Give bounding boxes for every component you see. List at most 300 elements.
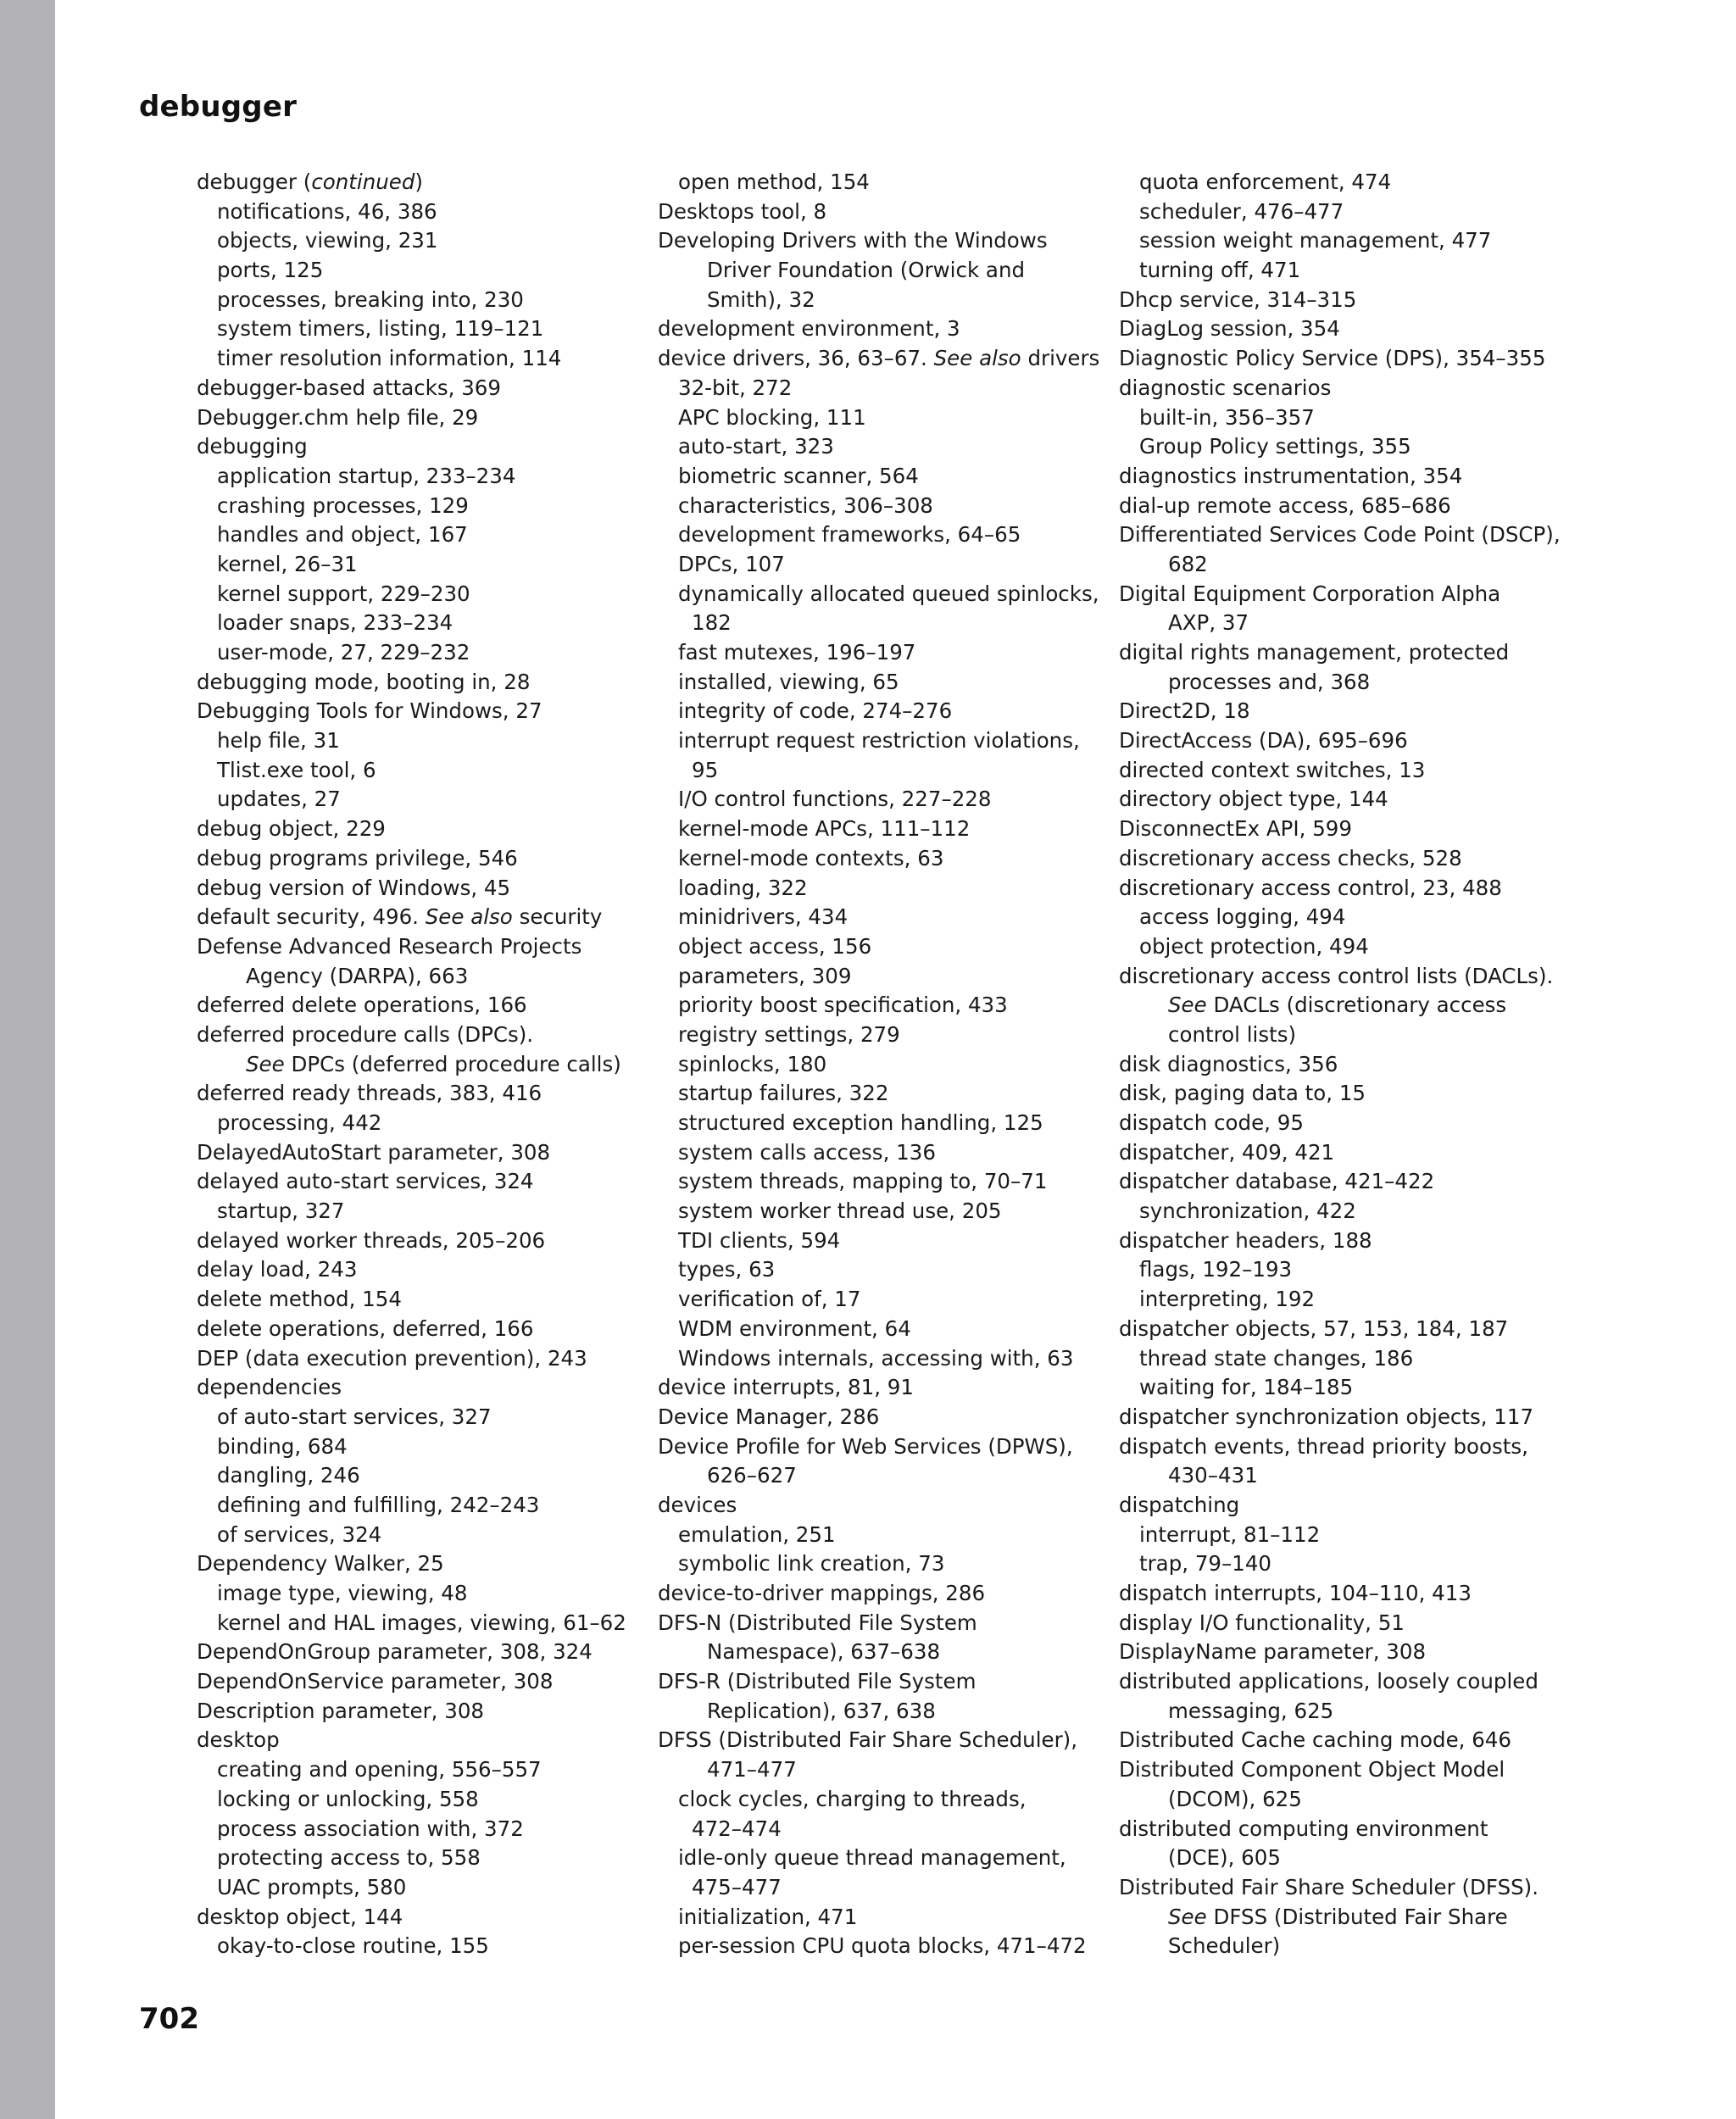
entry-text: Desktops tool, 8 <box>658 198 827 224</box>
entry-text: deferred delete operations, 166 <box>197 993 527 1018</box>
index-entry <box>1119 314 1568 344</box>
entry-text: development environment, 3 <box>658 316 960 342</box>
entry-text: directed context switches, 13 <box>1119 757 1426 782</box>
index-entry <box>658 344 1099 374</box>
entry-text: spinlocks, 180 <box>678 1051 827 1076</box>
entry-text: debugging <box>197 434 308 459</box>
index-entry <box>658 1579 1099 1609</box>
index-subentry <box>658 1285 1099 1315</box>
entry-text: of services, 324 <box>217 1521 382 1547</box>
index-column-2 <box>658 168 1099 1961</box>
entry-text: device-to-driver mappings, 286 <box>658 1581 986 1605</box>
entry-text: per-session CPU quota blocks, 471–472 <box>678 1933 1087 1959</box>
entry-text: Dependency Walker, 25 <box>197 1551 444 1577</box>
index-entry <box>658 1491 1099 1521</box>
entry-text: help file, 31 <box>217 728 340 754</box>
index-subentry <box>658 697 1099 726</box>
index-subentry <box>1119 668 1568 698</box>
entry-text: debugger-based attacks, 369 <box>197 375 501 400</box>
entry-text: notifications, 46, 386 <box>217 198 437 224</box>
index-column-3 <box>1119 168 1568 1961</box>
index-subentry <box>197 1755 620 1785</box>
entry-text: open method, 154 <box>678 170 870 194</box>
index-subentry <box>1119 932 1568 962</box>
entry-text: digital rights management, protected <box>1119 640 1510 665</box>
index-subentry <box>658 1197 1099 1226</box>
entry-text: defining and fulfilling, 242–243 <box>217 1492 540 1517</box>
index-subentry <box>658 815 1099 844</box>
entry-text: system calls access, 136 <box>678 1139 936 1165</box>
entry-text: Defense Advanced Research Projects <box>197 933 582 959</box>
entry-text: Tlist.exe tool, 6 <box>217 757 376 782</box>
entry-text: kernel-mode contexts, 63 <box>678 845 944 870</box>
entry-text: desktop <box>197 1727 280 1753</box>
index-entry <box>197 815 620 844</box>
entry-text: TDI clients, 594 <box>678 1227 841 1253</box>
entry-text: Distributed Cache caching mode, 646 <box>1119 1727 1511 1753</box>
entry-text: quota enforcement, 474 <box>1139 170 1392 194</box>
index-subentry <box>1119 1255 1568 1285</box>
index-entry <box>1119 1638 1568 1667</box>
index-column-1 <box>197 168 626 1961</box>
index-subentry <box>658 1638 1099 1667</box>
index-entry <box>658 1609 1099 1638</box>
entry-text: dispatch interrupts, 104–110, 413 <box>1119 1581 1472 1605</box>
index-subentry <box>658 1021 1099 1050</box>
entry-text: WDM environment, 64 <box>678 1315 911 1341</box>
entry-text: dangling, 246 <box>217 1463 360 1488</box>
entry-text: flags, 192–193 <box>1139 1257 1293 1282</box>
entry-text: DFS-R (Distributed File System <box>658 1669 976 1694</box>
entry-text: control lists) <box>1168 1021 1297 1047</box>
entry-text: priority boost specification, 433 <box>678 993 1008 1018</box>
entry-text: Digital Equipment Corporation Alpha <box>1119 581 1501 606</box>
index-subentry <box>197 756 620 786</box>
index-subentry <box>197 1197 620 1226</box>
index-subentry <box>658 1755 1099 1785</box>
index-subentry <box>1119 991 1568 1021</box>
index-subentry <box>658 1697 1099 1727</box>
index-subentry <box>1119 226 1568 256</box>
index-subentry <box>197 785 620 815</box>
cross-reference-label: See also <box>933 346 1021 371</box>
index-subentry <box>197 1521 620 1550</box>
entry-text: user-mode, 27, 229–232 <box>217 640 470 665</box>
entry-text: development frameworks, 64–65 <box>678 522 1021 548</box>
index-subentry <box>658 286 1099 315</box>
index-subentry <box>1119 1844 1568 1873</box>
entry-text: Replication), 637, 638 <box>707 1698 936 1723</box>
index-entry <box>197 1667 620 1697</box>
entry-text: 95 <box>692 757 719 782</box>
entry-text: fast mutexes, 196–197 <box>678 640 916 665</box>
entry-text: image type, viewing, 48 <box>217 1581 468 1605</box>
entry-text: Description parameter, 308 <box>197 1698 485 1723</box>
entry-text: characteristics, 306–308 <box>678 492 933 518</box>
entry-text: symbolic link creation, 73 <box>678 1551 945 1577</box>
entry-text: DFS-N (Distributed File System <box>658 1610 977 1635</box>
entry-text: dynamically allocated queued spinlocks, <box>678 581 1099 606</box>
entry-text: device interrupts, 81, 91 <box>658 1375 914 1400</box>
entry-text: 475–477 <box>692 1874 782 1899</box>
entry-text: diagnostic scenarios <box>1119 375 1332 400</box>
entry-text: processes and, 368 <box>1168 669 1371 694</box>
index-subentry <box>1119 1285 1568 1315</box>
index-entry <box>1119 756 1568 786</box>
index-subentry <box>197 462 620 492</box>
index-subentry <box>197 1579 620 1609</box>
entry-text: creating and opening, 556–557 <box>217 1757 542 1783</box>
index-subentry <box>197 962 620 992</box>
entry-text: dependencies <box>197 1375 342 1400</box>
entry-text: Agency (DARPA), 663 <box>246 963 469 988</box>
index-entry <box>1119 1315 1568 1344</box>
entry-text: dial-up remote access, 685–686 <box>1119 492 1451 518</box>
entry-text: interrupt request restriction violations, <box>678 728 1080 754</box>
index-entry <box>1119 1109 1568 1138</box>
index-subentry <box>197 314 620 344</box>
entry-text: delete operations, deferred, 166 <box>197 1315 534 1341</box>
index-entry <box>197 1697 620 1727</box>
index-subentry <box>658 1079 1099 1109</box>
entry-text: kernel support, 229–230 <box>217 581 470 606</box>
index-subentry <box>658 256 1099 286</box>
index-subentry <box>1119 1549 1568 1579</box>
index-subentry <box>197 286 620 315</box>
index-entry <box>197 1021 620 1050</box>
entry-text: thread state changes, 186 <box>1139 1345 1414 1371</box>
index-subentry <box>197 638 620 668</box>
page-number: 702 <box>139 2002 199 2036</box>
index-subentry <box>658 1521 1099 1550</box>
index-subentry <box>658 1461 1099 1491</box>
index-subentry <box>658 1932 1099 1961</box>
index-subentry <box>1119 197 1568 227</box>
entry-text: application startup, 233–234 <box>217 463 516 488</box>
entry-text: Developing Drivers with the Windows <box>658 228 1048 253</box>
index-subentry <box>658 1844 1099 1873</box>
index-entry <box>658 1403 1099 1432</box>
index-subentry <box>658 374 1099 403</box>
index-subentry <box>1119 1461 1568 1491</box>
index-subentry <box>658 1903 1099 1933</box>
index-entry <box>197 1903 620 1933</box>
index-entry <box>197 697 620 726</box>
entry-text: system worker thread use, 205 <box>678 1199 1002 1224</box>
index-subentry <box>658 962 1099 992</box>
entry-text: locking or unlocking, 558 <box>217 1786 479 1811</box>
entry-text: Driver Foundation (Orwick and <box>707 258 1026 283</box>
entry-text: debugging mode, booting in, 28 <box>197 669 531 694</box>
index-subentry <box>658 550 1099 580</box>
index-subentry <box>197 1109 620 1138</box>
index-entry <box>1119 1138 1568 1168</box>
entry-text: integrity of code, 274–276 <box>678 698 953 724</box>
index-entry <box>1119 1432 1568 1462</box>
index-subentry <box>1119 1521 1568 1550</box>
index-subentry <box>1119 1021 1568 1050</box>
index-subentry <box>658 1344 1099 1374</box>
index-entry <box>1119 815 1568 844</box>
index-entry <box>1119 492 1568 521</box>
entry-text: dispatch code, 95 <box>1119 1110 1304 1135</box>
entry-text: Distributed Fair Share Scheduler (DFSS). <box>1119 1874 1539 1899</box>
index-entry <box>197 1226 620 1256</box>
entry-text: delayed auto-start services, 324 <box>197 1169 534 1194</box>
entry-text: DependOnGroup parameter, 308, 324 <box>197 1639 593 1665</box>
entry-text: default security, 496. <box>197 904 426 930</box>
index-entry <box>1119 374 1568 403</box>
index-subentry <box>658 580 1099 609</box>
entry-text: dispatcher, 409, 421 <box>1119 1139 1335 1165</box>
entry-text: debug object, 229 <box>197 816 386 842</box>
entry-text: delayed worker threads, 205–206 <box>197 1227 546 1253</box>
entry-text: initialization, 471 <box>678 1904 858 1929</box>
index-subentry <box>197 492 620 521</box>
index-entry <box>197 168 620 197</box>
entry-text: (DCE), 605 <box>1168 1845 1281 1871</box>
entry-text: system threads, mapping to, 70–71 <box>678 1169 1048 1194</box>
index-subentry <box>658 168 1099 197</box>
entry-text: loading, 322 <box>678 875 808 900</box>
entry-text: verification of, 17 <box>678 1287 861 1312</box>
entry-text: DEP (data execution prevention), 243 <box>197 1345 587 1371</box>
index-subentry <box>658 991 1099 1021</box>
index-subentry <box>658 1873 1099 1903</box>
entry-text: Dhcp service, 314–315 <box>1119 286 1357 312</box>
entry-text: Diagnostic Policy Service (DPS), 354–355 <box>1119 346 1546 371</box>
index-subentry <box>658 1815 1099 1844</box>
entry-text: debug version of Windows, 45 <box>197 875 511 900</box>
entry-text: DisconnectEx API, 599 <box>1119 816 1352 842</box>
index-entry <box>1119 874 1568 904</box>
entry-text: DependOnService parameter, 308 <box>197 1669 554 1694</box>
entry-text: structured exception handling, 125 <box>678 1110 1043 1135</box>
entry-text: process association with, 372 <box>217 1816 524 1841</box>
entry-text: distributed computing environment <box>1119 1816 1488 1841</box>
index-subentry <box>1119 432 1568 462</box>
index-subentry <box>1119 1785 1568 1815</box>
entry-text: dispatch events, thread priority boosts, <box>1119 1433 1528 1459</box>
index-entry <box>197 874 620 904</box>
index-subentry <box>658 756 1099 786</box>
index-subentry <box>658 726 1099 756</box>
index-entry <box>197 1255 620 1285</box>
entry-text: synchronization, 422 <box>1139 1199 1356 1224</box>
entry-text: of auto-start services, 327 <box>217 1404 492 1429</box>
index-subentry <box>658 1549 1099 1579</box>
index-subentry <box>658 668 1099 698</box>
entry-text: debug programs privilege, 546 <box>197 845 518 870</box>
index-entry <box>197 1315 620 1344</box>
index-entry <box>1119 726 1568 756</box>
entry-text: okay-to-close routine, 155 <box>217 1933 489 1959</box>
index-subentry <box>197 1609 626 1638</box>
index-entry <box>1119 580 1568 609</box>
index-entry <box>197 1344 620 1374</box>
index-entry <box>1119 962 1568 992</box>
index-entry <box>1119 1167 1568 1197</box>
entry-text: handles and object, 167 <box>217 522 468 548</box>
entry-text: Direct2D, 18 <box>1119 698 1250 724</box>
entry-text: Device Manager, 286 <box>658 1404 880 1429</box>
index-entry <box>197 1285 620 1315</box>
entry-text: 682 <box>1168 551 1208 576</box>
entry-text: diagnostics instrumentation, 354 <box>1119 463 1463 488</box>
entry-text: parameters, 309 <box>678 963 852 988</box>
index-entry <box>1119 1079 1568 1109</box>
index-subentry <box>658 1109 1099 1138</box>
entry-text: kernel, 26–31 <box>217 551 358 576</box>
entry-text: installed, viewing, 65 <box>678 669 899 694</box>
entry-text: delete method, 154 <box>197 1287 402 1312</box>
entry-text: ports, 125 <box>217 258 324 283</box>
index-entry <box>197 1079 620 1109</box>
cross-reference-label: See <box>1168 1904 1207 1929</box>
index-subentry <box>658 520 1099 550</box>
index-subentry <box>1119 1197 1568 1226</box>
index-subentry <box>658 1315 1099 1344</box>
entry-text: Device Profile for Web Services (DPWS), <box>658 1433 1073 1459</box>
entry-text: Smith), 32 <box>707 286 815 312</box>
entry-text: 32-bit, 272 <box>678 375 793 400</box>
index-subentry <box>197 226 620 256</box>
entry-text: discretionary access control lists (DACLs). <box>1119 963 1554 988</box>
index-subentry <box>197 1491 620 1521</box>
index-subentry <box>658 1785 1099 1815</box>
entry-text: desktop object, 144 <box>197 1904 403 1929</box>
index-entry <box>197 668 620 698</box>
index-subentry <box>658 1050 1099 1080</box>
entry-text: DisplayName parameter, 308 <box>1119 1639 1427 1665</box>
index-entry <box>1119 1667 1568 1697</box>
entry-text: dispatcher objects, 57, 153, 184, 187 <box>1119 1315 1509 1341</box>
index-entry <box>658 197 1099 227</box>
index-subentry <box>197 580 620 609</box>
index-subentry <box>1119 609 1568 638</box>
entry-text: disk diagnostics, 356 <box>1119 1051 1338 1076</box>
entry-text: trap, 79–140 <box>1139 1551 1272 1577</box>
index-subentry <box>658 1255 1099 1285</box>
index-entry <box>1119 520 1568 550</box>
index-subentry <box>197 256 620 286</box>
entry-text: UAC prompts, 580 <box>217 1874 407 1899</box>
entry-text: turning off, 471 <box>1139 258 1301 283</box>
entry-text: timer resolution information, 114 <box>217 346 562 371</box>
entry-text: built-in, 356–357 <box>1139 404 1315 430</box>
index-subentry <box>1119 1903 1568 1933</box>
entry-text: Debugging Tools for Windows, 27 <box>197 698 542 724</box>
entry-text: dispatcher synchronization objects, 117 <box>1119 1404 1534 1429</box>
index-subentry <box>197 550 620 580</box>
index-subentry <box>1119 1932 1568 1961</box>
entry-text: APC blocking, 111 <box>678 404 866 430</box>
index-entry <box>1119 697 1568 726</box>
index-subentry <box>658 1226 1099 1256</box>
entry-text: display I/O functionality, 51 <box>1119 1610 1405 1635</box>
entry-text: minidrivers, 434 <box>678 904 849 930</box>
index-subentry <box>197 1403 620 1432</box>
entry-text: waiting for, 184–185 <box>1139 1375 1354 1400</box>
entry-text: Differentiated Services Code Point (DSCP), <box>1119 522 1561 548</box>
index-entry <box>197 403 620 433</box>
entry-text: updates, 27 <box>217 787 341 812</box>
entry-text: AXP, 37 <box>1168 610 1249 636</box>
entry-text: deferred ready threads, 383, 416 <box>197 1081 542 1106</box>
index-entry <box>1119 1226 1568 1256</box>
entry-text-continued: DFSS (Distributed Fair Share <box>1206 1904 1508 1929</box>
entry-text: startup failures, 322 <box>678 1081 889 1106</box>
index-entry <box>197 1726 620 1755</box>
entry-text: Namespace), 637–638 <box>707 1639 941 1665</box>
running-head: debugger <box>139 90 298 124</box>
index-entry <box>1119 1403 1568 1432</box>
cross-reference-label: continued <box>311 170 415 194</box>
index-entry <box>1119 1815 1568 1844</box>
index-entry <box>197 1138 620 1168</box>
entry-text: 626–627 <box>707 1463 797 1488</box>
index-subentry <box>197 197 620 227</box>
entry-text: protecting access to, 558 <box>217 1845 481 1871</box>
entry-text: crashing processes, 129 <box>217 492 469 518</box>
entry-text: Distributed Component Object Model <box>1119 1757 1505 1783</box>
page-margin-bar <box>0 0 55 2119</box>
entry-text: session weight management, 477 <box>1139 228 1492 253</box>
entry-text: DelayedAutoStart parameter, 308 <box>197 1139 551 1165</box>
index-entry <box>1119 1491 1568 1521</box>
entry-text: 182 <box>692 610 732 636</box>
index-entry <box>197 1167 620 1197</box>
index-subentry <box>1119 1373 1568 1403</box>
entry-text: interpreting, 192 <box>1139 1287 1316 1312</box>
index-entry <box>1119 286 1568 315</box>
index-entry <box>197 903 620 932</box>
index-entry <box>197 1373 620 1403</box>
index-entry <box>197 432 620 462</box>
index-subentry <box>197 1815 620 1844</box>
entry-text: DirectAccess (DA), 695–696 <box>1119 728 1408 754</box>
cross-reference-label: See also <box>425 904 513 930</box>
index-subentry <box>1119 903 1568 932</box>
entry-text: distributed applications, loosely coupled <box>1119 1669 1538 1694</box>
entry-text: system timers, listing, 119–121 <box>217 316 544 342</box>
entry-text: objects, viewing, 231 <box>217 228 438 253</box>
index-subentry <box>658 638 1099 668</box>
index-subentry <box>658 785 1099 815</box>
entry-text: processes, breaking into, 230 <box>217 286 524 312</box>
index-entry <box>1119 1873 1568 1903</box>
index-entry <box>1119 844 1568 874</box>
index-subentry <box>658 1167 1099 1197</box>
entry-text: clock cycles, charging to threads, <box>678 1786 1027 1811</box>
index-entry <box>658 1432 1099 1462</box>
index-entry <box>1119 638 1568 668</box>
entry-text: delay load, 243 <box>197 1257 358 1282</box>
index-entry <box>1119 462 1568 492</box>
index-subentry <box>658 403 1099 433</box>
index-subentry <box>197 1873 620 1903</box>
index-subentry <box>658 874 1099 904</box>
entry-text: device drivers, 36, 63–67. <box>658 346 934 371</box>
entry-text: dispatching <box>1119 1492 1240 1517</box>
index-entry <box>658 226 1099 256</box>
entry-text: auto-start, 323 <box>678 434 834 459</box>
index-subentry <box>658 492 1099 521</box>
index-subentry <box>197 726 620 756</box>
index-entry <box>1119 1579 1568 1609</box>
index-subentry <box>1119 1697 1568 1727</box>
index-entry <box>1119 1755 1568 1785</box>
